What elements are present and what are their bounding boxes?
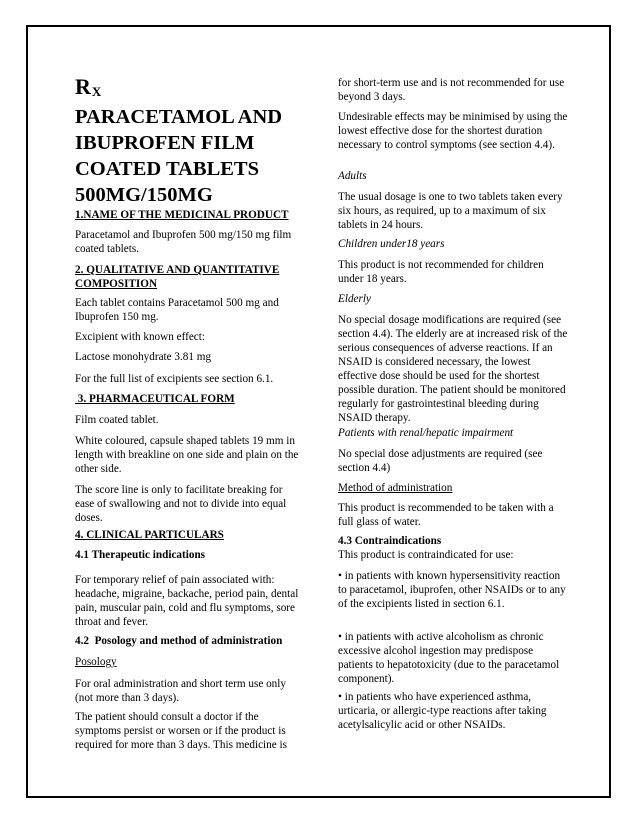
section-3-text: White coloured, capsule shaped tablets 19 mm in length with breakline on one side and plain on the other side. <box>75 435 299 475</box>
adults-subheading: Adults <box>338 170 367 182</box>
right-text: No special dosage modifications are required (see section 4.4). The elderly are at increased risk of the serious consequences of adverse reactions. If an NSAID is considered necessary, the lowest effective dose should be used for the shortest possible duration. The patient should be monitored regularly for gastrointestinal bleeding during NSAID therapy. <box>338 314 568 424</box>
section-1-text: Paracetamol and Ibuprofen 500 mg/150 mg film coated tablets. <box>75 229 292 255</box>
children-subheading: Children under18 years <box>338 238 445 250</box>
section-4-2-heading: 4.2 Posology and method of administration <box>75 635 283 647</box>
section-4-2-text: For oral administration and short term use only (not more than 3 days). <box>75 678 286 704</box>
contraindication-item: • in patients with active alcoholism as chronic excessive alcohol ingestion may predispose patients to hepatotoxicity (due to the paracetamol component). <box>338 631 560 685</box>
section-2-text: Each tablet contains Paracetamol 500 mg and Ibuprofen 150 mg. <box>75 297 279 323</box>
document-title <box>75 104 315 208</box>
contraindication-item: • in patients who have experienced asthma, urticaria, or allergic-type reactions after taking acetylsalicylic acid or other NSAIDs. <box>338 691 547 731</box>
right-text: This product is not recommended for children under 18 years. <box>338 259 544 285</box>
section-3-heading: 3. PHARMACEUTICAL FORM <box>75 393 235 405</box>
title-line: PARACETAMOL AND <box>75 106 283 128</box>
posology-subheading: Posology <box>75 656 117 668</box>
right-text: No special dose adjustments are required (see section 4.4) <box>338 448 543 474</box>
method-subheading: Method of administration <box>338 482 453 494</box>
renal-subheading: Patients with renal/hepatic impairment <box>338 427 514 439</box>
right-text: This product is contraindicated for use: <box>338 549 514 561</box>
right-text: This product is recommended to be taken with a full glass of water. <box>338 502 554 528</box>
contraindication-item: • in patients with known hypersensitivity reaction to paracetamol, ibuprofen, other NSAIDs or to any of the excipients listed in section 6.1. <box>338 570 566 610</box>
section-2-heading: 2. QUALITATIVE AND QUANTITATIVE COMPOSITION <box>75 264 280 290</box>
section-4-2-text: The patient should consult a doctor if the symptoms persist or worsen or if the product is required for more than 3 days. This medicine is <box>75 711 287 751</box>
title-line: IBUPROFEN FILM <box>75 132 255 154</box>
section-2-text: For the full list of excipients see section 6.1. <box>75 373 274 385</box>
section-3-text: Film coated tablet. <box>75 414 159 426</box>
right-text: for short-term use and is not recommended for use beyond 3 days. <box>338 77 565 103</box>
right-text: Undesirable effects may be minimised by using the lowest effective dose for the shortest duration necessary to control symptoms (see section 4.4). <box>338 111 568 151</box>
title-line: 500MG/150MG <box>75 184 213 206</box>
section-4-1-text: For temporary relief of pain associated with: headache, migraine, backache, period pain, dental pain, muscular pain, cold and flu symptoms, sore throat and fever. <box>75 574 299 628</box>
section-3-text: The score line is only to facilitate breaking for ease of swallowing and not to divide into equal doses. <box>75 484 287 524</box>
section-2-text: Lactose monohydrate 3.81 mg <box>75 351 212 363</box>
section-2-text: Excipient with known effect: <box>75 331 205 343</box>
section-4-heading: 4. CLINICAL PARTICULARS <box>75 529 224 541</box>
title-line: COATED TABLETS <box>75 158 259 180</box>
right-text: The usual dosage is one to two tablets taken every six hours, as required, up to a maximum of six tablets in 24 hours. <box>338 191 563 231</box>
section-4-3-heading: 4.3 Contraindications <box>338 535 442 547</box>
rx-symbol: $R_X$ <box>75 74 103 99</box>
section-1-heading: 1.NAME OF THE MEDICINAL PRODUCT <box>75 209 289 221</box>
elderly-subheading: Elderly <box>338 293 371 305</box>
section-4-1-heading: 4.1 Therapeutic indications <box>75 549 206 561</box>
